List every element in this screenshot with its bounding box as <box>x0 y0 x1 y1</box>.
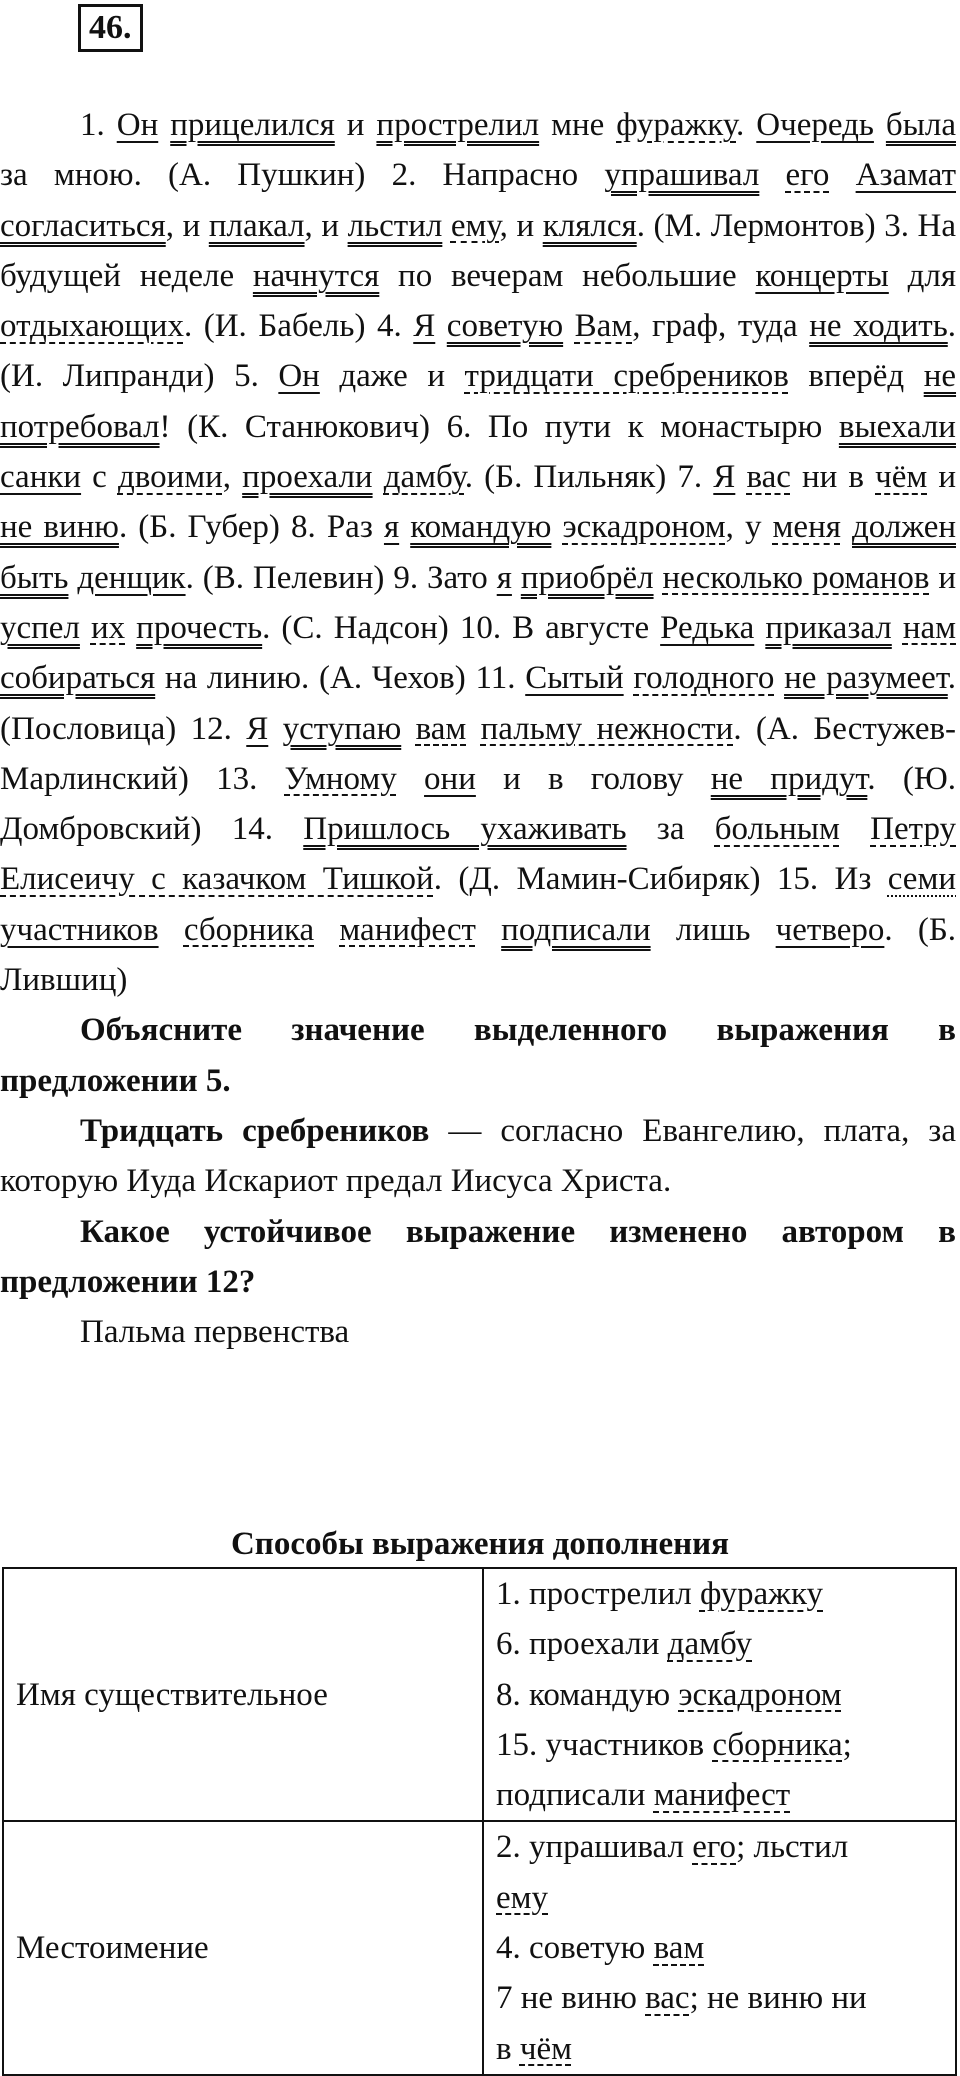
text-run <box>829 157 855 193</box>
marked-word: несколько романов <box>662 559 930 596</box>
marked-word: сборника <box>183 911 315 948</box>
marked-word: Пришлось ухаживать <box>303 811 627 848</box>
text-run <box>774 660 784 696</box>
marked-word: льстил <box>347 207 443 244</box>
marked-word: не ходить <box>809 308 948 345</box>
marked-word: уступаю <box>282 710 402 747</box>
marked-word: фуражку <box>699 1576 824 1612</box>
text-run: ! (К. Станюкович) <box>159 408 447 445</box>
text-run: 1. прострелил <box>496 1576 700 1612</box>
text-run: , и <box>499 207 543 244</box>
marked-word: прострелил <box>376 107 540 143</box>
text-run <box>512 560 521 596</box>
text-run <box>759 157 785 193</box>
marked-word: Азамат <box>855 157 956 194</box>
marked-word: клялся <box>542 207 637 244</box>
marked-word: упрашивал <box>604 157 760 194</box>
examples-cell <box>483 1821 956 2074</box>
text-run <box>466 711 480 747</box>
text-run <box>624 660 634 696</box>
marked-word: нам <box>902 609 957 646</box>
marked-word: меня <box>772 509 841 546</box>
text-run: 11. <box>475 660 526 697</box>
text-run: 9. Зато <box>393 559 497 596</box>
text-run: , <box>222 459 243 496</box>
marked-word: Я <box>246 710 269 747</box>
text-run: 15. участников <box>496 1726 713 1763</box>
marked-word: успел <box>0 609 80 646</box>
text-run: для <box>888 257 957 294</box>
marked-word: больным <box>714 811 840 848</box>
example-line <box>496 1873 943 1923</box>
marked-word: не виню <box>0 509 119 546</box>
text-run: по вечерам небольшие <box>379 257 756 294</box>
marked-word: его <box>785 157 830 194</box>
text-run: и <box>929 559 956 596</box>
answer-2: Пальма первенства <box>80 1314 350 1351</box>
marked-word: отдыхающих <box>0 308 184 345</box>
marked-word: дамбу <box>667 1626 753 1663</box>
sentence <box>80 107 756 143</box>
examples-cell <box>483 1568 956 1821</box>
marked-word: начнутся <box>252 257 380 294</box>
text-run: 15. Из <box>776 861 888 898</box>
text-run: . (Б. Губер) <box>118 509 291 546</box>
text-run: вперёд <box>788 358 924 395</box>
table-row <box>3 1821 956 2074</box>
category-cell: Имя существительное <box>3 1568 483 1821</box>
marked-word: согласиться <box>0 207 166 244</box>
text-run: , граф, туда <box>632 308 810 345</box>
marked-word: Сытый <box>525 660 624 697</box>
marked-word: командую <box>410 509 552 546</box>
marked-word: вам <box>653 1930 705 1967</box>
marked-word: вам <box>415 710 467 747</box>
text-run: за мною. (А. Пушкин) <box>0 157 392 194</box>
text-run: . (Ю. Домбровский) <box>0 760 956 848</box>
marked-word: не разумеет <box>784 660 948 697</box>
text-run <box>551 509 562 545</box>
text-run: 5. <box>234 358 279 395</box>
marked-word: участников <box>0 911 159 948</box>
example-line <box>496 1973 943 2023</box>
text-run <box>373 459 384 495</box>
text-run: на линию. (А. Чехов) <box>155 660 476 697</box>
marked-word: четверо <box>775 911 885 948</box>
marked-word: прицелился <box>170 107 335 143</box>
example-line <box>496 1619 943 1669</box>
text-run: в <box>496 2030 520 2067</box>
text-run: . (М. Лермонтов) <box>636 207 885 244</box>
marked-word: санки <box>0 459 82 496</box>
marked-word: дамбу <box>383 459 465 496</box>
marked-word: подписали <box>501 911 651 948</box>
text-run: . (А. Бестужев-Марлинский) <box>0 710 957 797</box>
text-run <box>268 711 282 747</box>
marked-word: советую <box>446 308 564 345</box>
text-run: 13. <box>216 760 285 797</box>
text-run: . (Б. Пильняк) <box>464 459 678 496</box>
marked-word: Я <box>413 308 436 345</box>
text-run: с <box>81 459 118 496</box>
marked-word: сборника <box>712 1726 843 1763</box>
text-run: подписали <box>496 1777 654 1814</box>
text-run: . (В. Пелевин) <box>185 559 394 596</box>
marked-word: Петру Елисеичу с казачком Тишкой <box>0 811 957 898</box>
text-run <box>892 610 903 646</box>
text-run: 7 не виню <box>496 1980 646 2017</box>
text-run: мне <box>539 107 617 143</box>
marked-word: приказал <box>765 609 892 646</box>
ways-table <box>2 1567 957 2076</box>
text-run <box>442 208 451 244</box>
text-run <box>841 509 852 545</box>
marked-word: денщик <box>77 559 186 596</box>
text-run <box>563 308 575 344</box>
text-run: ни в <box>790 459 876 496</box>
sentences-paragraph <box>0 100 956 1005</box>
text-run: . (Пословица) <box>0 660 957 747</box>
marked-word: эскадроном <box>678 1676 842 1713</box>
marked-word: манифест <box>339 911 476 948</box>
marked-word: должен быть <box>0 509 956 596</box>
marked-word: эскадроном <box>562 509 726 546</box>
text-run: 10. В августе <box>459 609 661 646</box>
marked-word: семи <box>887 861 956 898</box>
text-run: . (И. Бабель) <box>183 308 377 345</box>
text-run: ; <box>842 1726 852 1763</box>
marked-word: выехали <box>838 408 956 445</box>
marked-word: их <box>90 609 126 646</box>
answer-1-term: Тридцать сребреников <box>80 1112 430 1149</box>
text-run <box>80 610 91 646</box>
text-run: 6. По пути к монастырю <box>446 408 839 445</box>
category-cell: Местоимение <box>3 1821 483 2074</box>
marked-word: концерты <box>755 257 889 294</box>
example-line <box>496 1770 943 1820</box>
example-line <box>496 1822 943 1872</box>
question-1: Объясните значение выделенного выражения в предложении 5. <box>0 1012 956 1099</box>
text-run: , и <box>304 207 348 244</box>
marked-word: я <box>496 559 512 596</box>
marked-word: вас <box>645 1980 690 2017</box>
text-run: , и <box>165 207 209 244</box>
marked-word: Он <box>116 107 159 143</box>
marked-word: была <box>885 107 956 143</box>
text-run: . (С. Надсон) <box>262 609 460 646</box>
answer-1-definition: — согласно Евангелию, плата, за которую Иуда Искариот предал Иисуса Христа. <box>0 1112 956 1200</box>
marked-word: его <box>692 1829 737 1866</box>
text-run: и <box>927 459 957 496</box>
task-number: 46. <box>78 4 143 52</box>
text-run <box>314 912 339 948</box>
text-run: 2. упрашивал <box>496 1829 693 1866</box>
marked-word: Очередь <box>756 107 874 143</box>
text-run: и в голову <box>475 760 711 797</box>
table-caption: Способы выражения дополнения <box>230 1526 730 1562</box>
marked-word: двоими <box>117 459 223 496</box>
text-run: . (Б. Лившиц) <box>0 911 957 999</box>
text-run: 7. <box>677 459 714 496</box>
marked-word: плакал <box>208 207 305 244</box>
marked-word: ему <box>496 1879 549 1916</box>
marked-word: прочесть <box>136 609 263 646</box>
example-line <box>496 1569 943 1619</box>
example-line <box>496 1923 943 1973</box>
example-line <box>496 1670 943 1720</box>
marked-word: чём <box>519 2030 572 2067</box>
text-run: даже и <box>319 358 465 395</box>
text-run <box>874 107 886 143</box>
example-line <box>496 1720 943 1770</box>
marked-word: Вам <box>574 308 633 345</box>
marked-word: не потребовал <box>0 358 957 445</box>
question-2: Какое устойчивое выражение изменено автором в предложении 12? <box>0 1213 956 1300</box>
marked-word: не придут <box>710 760 868 797</box>
marked-word: приобрёл <box>520 559 654 596</box>
text-run <box>735 459 746 495</box>
task-content <box>0 100 956 1357</box>
marked-word: фуражку <box>616 107 737 143</box>
text-run: 8. Раз <box>291 509 384 546</box>
text-run <box>397 761 424 797</box>
text-run <box>435 308 447 344</box>
text-run: 12. <box>190 710 247 747</box>
text-run: 4. советую <box>496 1930 654 1967</box>
text-run: за <box>626 811 715 848</box>
text-run: и <box>334 107 377 143</box>
marked-word: Я <box>713 459 736 496</box>
text-run: . (И. Липранди) <box>0 308 957 395</box>
marked-word: они <box>424 760 476 797</box>
text-run <box>754 610 765 646</box>
text-run <box>158 107 170 143</box>
text-run: ; не виню ни <box>689 1980 867 2017</box>
text-run: 1. <box>80 107 117 143</box>
text-run: 3. На будущей неделе <box>0 207 956 294</box>
text-run <box>399 509 410 545</box>
marked-word: я <box>383 509 400 546</box>
text-run: 4. <box>376 308 414 345</box>
text-run: 6. проехали <box>496 1626 668 1663</box>
text-run: лишь <box>650 911 776 948</box>
marked-word: манифест <box>653 1777 791 1814</box>
text-run: . <box>736 107 757 143</box>
text-run <box>159 912 184 948</box>
text-run: ; льстил <box>736 1829 849 1866</box>
marked-word: голодного <box>633 660 775 697</box>
table-row <box>3 1568 956 1821</box>
marked-word: пальму нежности <box>480 710 734 747</box>
text-run <box>476 912 501 948</box>
answer-1 <box>0 1106 956 1207</box>
example-line <box>496 2024 943 2074</box>
text-run <box>125 610 136 646</box>
marked-word: Редька <box>660 609 755 646</box>
marked-word: вас <box>746 459 791 496</box>
marked-word: Умному <box>284 760 397 797</box>
text-run: 14. <box>231 811 304 848</box>
marked-word: ему <box>450 207 500 244</box>
marked-word: тридцати сребреников <box>464 358 789 395</box>
text-run <box>840 811 870 847</box>
text-run: 8. командую <box>496 1676 679 1713</box>
text-run <box>401 711 415 747</box>
text-run: , у <box>725 509 773 546</box>
marked-word: собираться <box>0 660 156 697</box>
marked-word: проехали <box>242 459 373 496</box>
text-run: 2. Напрасно <box>391 157 605 194</box>
marked-word: Он <box>278 358 320 395</box>
text-run: . (Д. Мамин-Сибиряк) <box>433 861 777 898</box>
marked-word: чём <box>875 459 928 496</box>
